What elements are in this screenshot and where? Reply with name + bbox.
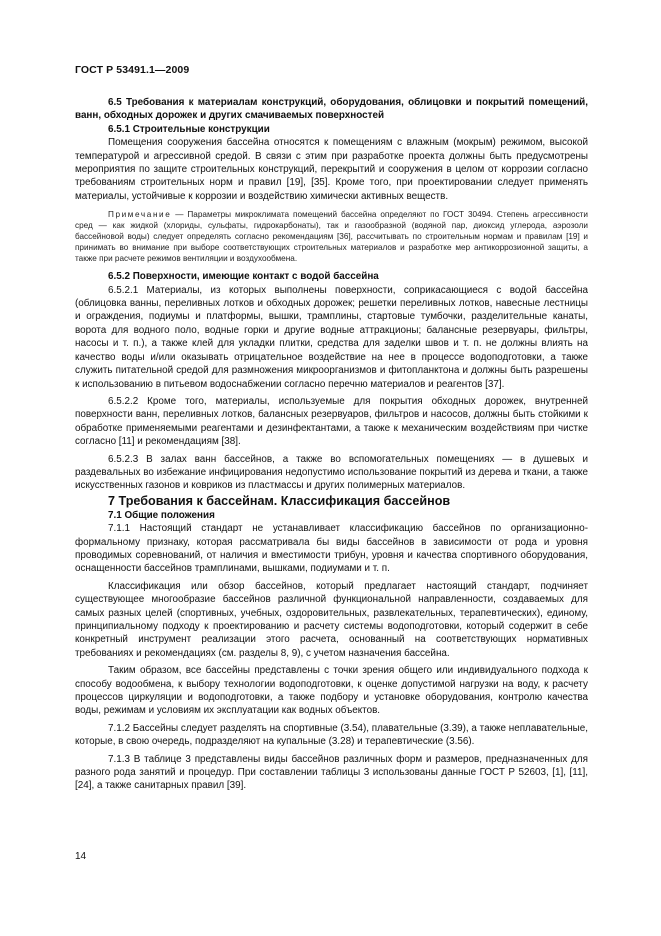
- section-6-5-title: 6.5 Требования к материалам конструкций, оборудования, облицовки и покрытий помещений, ванн, обходных дорожек и других смачиваемых поверхностей: [75, 97, 588, 122]
- page-number: 14: [75, 851, 87, 862]
- note-block: [75, 209, 588, 264]
- page-body: [75, 96, 588, 793]
- paragraph-7-1-1: 7.1.1 Настоящий стандарт не устанавливает классификацию бассейнов по организационно-формальному признаку, которая рассматривала бы виды бассейнов в зависимости от рода и уровня проводимых соревнований, от наличия и вместимости трибун, уровня и качества спортивного оборудования, оснащенности бассейнов трамплинами, вышками, подиумами и т. п.: [75, 523, 588, 575]
- document-header: ГОСТ Р 53491.1—2009: [75, 64, 190, 76]
- note-label: Примечание: [108, 210, 172, 220]
- paragraph-7-1-3: 7.1.3 В таблице 3 представлены виды бассейнов различных форм и размеров, предназначенных для разного рода занятий и процедур. При составлении таблицы 3 использованы данные ГОСТ Р 52603, [1], [11], [24], а также санитарных правил [39].: [75, 753, 588, 792]
- paragraph-7-1-1-b: Классификация или обзор бассейнов, который предлагает настоящий стандарт, подчиняет существующее многообразие бассейнов различной функциональной направленности, создаваемых для самых разных целей (спортивных, учебных, оздоровительных, развлекательных, терапевтических), единому, принципиальному подходу к проектированию и расчету системы водоподготовки, который содержит в себе конкретный инструмент реализации этого расчета, основанный на соответствующих нормативных требованиях и рекомендациях (см. разделы 8, 9), с учетом назначения бассейна.: [75, 580, 588, 659]
- paragraph-7-1-1-c: Таким образом, все бассейны представлены с точки зрения общего или индивидуального подхода к способу водообмена, к выбору технологии водоподготовки, к оценке допустимой нагрузки на воду, к расчету процессов циркуляции и водоподготовки, а также подбору и установке оборудования, контролю качества воды, режимам и условиям их эксплуатации как водных объектов.: [75, 665, 588, 717]
- paragraph-7-1-2: 7.1.2 Бассейны следует разделять на спортивные (3.54), плавательные (3.39), а также неплавательные, которые, в свою очередь, подразделяют на купальные (3.28) и терапевтические (3.56).: [75, 722, 588, 748]
- paragraph-6-5-2-3: 6.5.2.3 В залах ванн бассейнов, а также во вспомогательных помещениях — в душевых и раздевальных во избежание инфицирования недопустимо использование покрытий из дерева и ткани, а также искусственных газонов и ковриков из пластмассы и других полимерных материалов.: [75, 453, 588, 492]
- note-text: — Параметры микроклимата помещений бассейна определяют по ГОСТ 30494. Степень агрессивности сред — как жидкой (хлориды, сульфаты, гидрокарбонаты), так и газообразной (водяной пар, диоксид углерода, аэрозоли бассейновой воды) следует определять согласно рекомендациям [36], рассчитывать по строительным нормам и правилам [19] и принимать во внимание при выборе соответствующих строительных материалов и разработке мер антикоррозионной защиты, а также при расчете режимов вентиляции и воздухообмена.: [75, 210, 588, 264]
- section-6-5-2-title: 6.5.2 Поверхности, имеющие контакт с водой бассейна: [108, 271, 379, 283]
- paragraph-6-5-2-2: 6.5.2.2 Кроме того, материалы, используемые для покрытия обходных дорожек, внутренней поверхности ванн, переливных лотков, балансных резервуаров, фильтров и насосов, должны быть стойкими к обработке применяемыми реагентами и дезинфектантами, а также к механическим воздействиям при чистке согласно [11] и рекомендациям [38].: [75, 395, 588, 448]
- section-7-1-title: 7.1 Общие положения: [108, 509, 215, 521]
- section-6-5-1-title: 6.5.1 Строительные конструкции: [108, 123, 270, 135]
- section-7-title: 7 Требования к бассейнам. Классификация бассейнов: [108, 493, 451, 508]
- paragraph-6-5-2-1: 6.5.2.1 Материалы, из которых выполнены поверхности, соприкасающиеся с водой бассейна (облицовка ванны, переливных лотков и обходных дорожек; решетки переливных лотков, навесные лестницы и ограждения, подиумы и платформы, вышки, трамплины, стартовые тумбочки, разделительные канаты, ворота для водного поло, водные горки и другие водные аттракционы; балансные резервуары, фильтры, насосы и т. п.), а также клей для укладки плитки, средства для заделки швов и т. п. не должны влиять на качество воды и/или оказывать отрицательное воздействие на нее в процессе водоподготовки, а также служить питательной средой для размножения микроорганизмов и фитопланктона и должны быть разрешены к использованию в питьевом водоснабжении согласно перечню материалов и реагентов [37].: [75, 284, 588, 390]
- paragraph-6-5-1: Помещения сооружения бассейна относятся к помещениям с влажным (мокрым) режимом, высокой температурой и агрессивной средой. В связи с этим при разработке проекта должны быть предусмотрены мероприятия по защите строительных конструкций, перекрытий и сооружения в целом от коррозии согласно требованиям строительных норм и правил [19], [35]. Кроме того, при проектировании следует применять материалы, устойчивые к коррозии и воздействию химически активных веществ.: [75, 137, 588, 202]
